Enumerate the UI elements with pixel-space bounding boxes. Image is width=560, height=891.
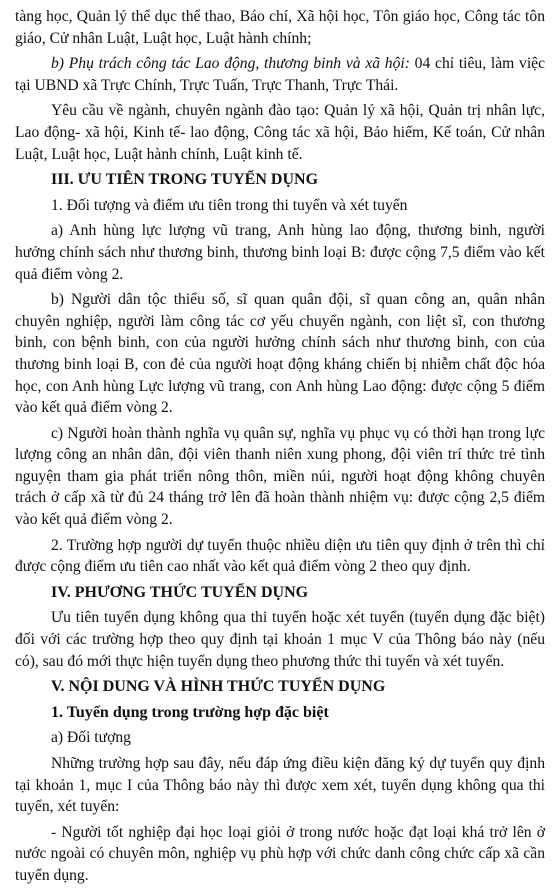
- paragraph-priority-b: b) Người dân tộc thiểu số, sĩ quan quân đội, sĩ quan công an, quân nhân chuyên nghiệp, người làm công tác cơ yếu chuyển ngành, con liệt sĩ, con thương binh, con bệnh binh, con của người hưởng chính sách như thương binh, con của thương binh loại B, con đẻ của người hoạt động kháng chiến bị nhiễm chất độc hóa học, con Anh hùng Lực lượng vũ trang, con Anh hùng Lao động: được cộng 5 điểm vào kết quả điểm vòng 2.: [15, 291, 545, 417]
- document-page: [15, 6, 545, 891]
- heading-priority: III. ƯU TIÊN TRONG TUYỂN DỤNG: [51, 171, 319, 189]
- heading-method: IV. PHƯƠNG THỨC TUYỂN DỤNG: [51, 583, 309, 601]
- paragraph-priority-c: c) Người hoàn thành nghĩa vụ quân sự, nghĩa vụ phục vụ có thời hạn trong lực lượng công an nhân dân, đội viên thanh niên xung phong, đội viên trí thức trẻ tình nguyện tham gia phát triển nông thôn, miền núi, người hoạt động không chuyên trách ở cấp xã từ đủ 24 tháng trở lên đã hoàn thành nhiệm vụ: được cộng 2,5 điểm vào kết quả điểm vòng 2.: [15, 424, 545, 529]
- labor-position-detail: 04 chỉ tiêu, làm việc tại UBND xã Trực Chính, Trực Tuấn, Trực Thanh, Trực Thái.: [15, 55, 545, 94]
- paragraph-major-requirements: Yêu cầu về ngành, chuyên ngành đào tạo: Quản lý xã hội, Quản trị nhân lực, Lao động- xã hội, Kinh tế- lao động, Công tác xã hội, Bảo hiểm, Kế toán, Cử nhân Luật, Luật học, Luật hành chính, Luật kinh tế.: [15, 102, 545, 163]
- heading-special-case: 1. Tuyển dụng trong trường hợp đặc biệt: [51, 703, 329, 721]
- paragraph-special-bullet: - Người tốt nghiệp đại học loại giỏi ở trong nước hoặc đạt loại khá trở lên ở nước ngoài có chuyên môn, nghiệp vụ phù hợp với chức danh công chức cấp xã cần tuyển dụng.: [15, 823, 545, 884]
- paragraph-continuation: tàng học, Quản lý thể dục thể thao, Báo chí, Xã hội học, Tôn giáo học, Công tác tôn giáo, Cử nhân Luật, Luật học, Luật hành chính;: [15, 8, 545, 47]
- paragraph-special-intro: Những trường hợp sau đây, nếu đáp ứng điều kiện đăng ký dự tuyển quy định tại khoản 1, mục I của Thông báo này thì được xem xét, tuyển dụng không qua thi tuyển, xét tuyển:: [15, 755, 545, 816]
- paragraph-subjects-label: a) Đối tượng: [51, 729, 131, 747]
- heading-content-form: V. NỘI DUNG VÀ HÌNH THỨC TUYỂN DỤNG: [51, 678, 386, 696]
- paragraph-labor-position: [15, 53, 545, 96]
- paragraph-priority-subjects: 1. Đối tượng và điểm ưu tiên trong thi tuyển và xét tuyển: [51, 196, 408, 214]
- paragraph-priority-multiple: 2. Trường hợp người dự tuyển thuộc nhiều diện ưu tiên quy định ở trên thì chỉ được cộng điểm ưu tiên cao nhất vào kết quả điểm vòng 2 theo quy định.: [15, 536, 545, 576]
- paragraph-priority-a: a) Anh hùng lực lượng vũ trang, Anh hùng lao động, thương binh, người hưởng chính sách như thương binh, thương binh loại B: được cộng 7,5 điểm vào kết quả điểm vòng 2.: [15, 222, 545, 283]
- paragraph-method: Ưu tiên tuyển dụng không qua thi tuyển hoặc xét tuyển (tuyển dụng đặc biệt) đối với các trường hợp theo quy định tại khoản 1 mục V của Thông báo này (nếu có), sau đó mới thực hiện tuyển dụng theo phương thức thi tuyển và xét tuyển.: [15, 609, 545, 670]
- labor-position-label: b) Phụ trách công tác Lao động, thương binh và xã hội:: [51, 55, 410, 73]
